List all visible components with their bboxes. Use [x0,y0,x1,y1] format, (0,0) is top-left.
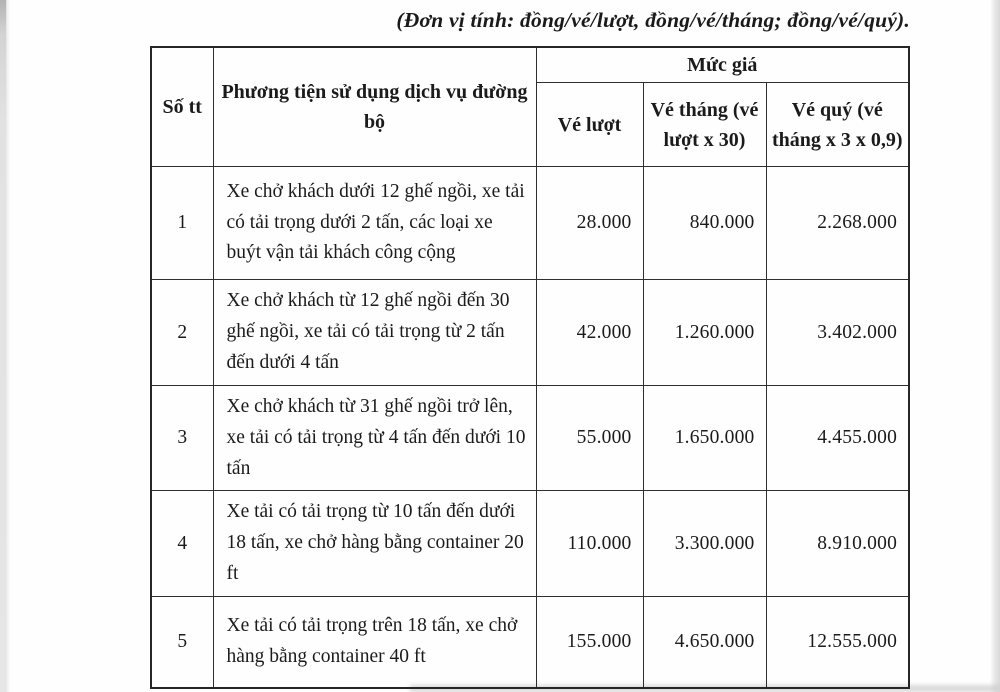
monthly-price: 1.650.000 [643,386,766,491]
quarterly-price: 2.268.000 [766,167,909,280]
monthly-price: 840.000 [643,167,766,280]
vehicle-description: Xe chở khách từ 12 ghế ngồi đến 30 ghế ngồi, xe tải có tải trọng từ 2 tấn đến dưới 4 tấn [213,280,536,386]
scan-edge-left [0,0,7,692]
monthly-price: 4.650.000 [643,596,766,688]
table-row [151,280,909,386]
monthly-price: 3.300.000 [643,491,766,596]
column-header-monthly: Vé tháng (vé lượt x 30) [643,83,766,167]
vehicle-description: Xe tải có tải trọng trên 18 tấn, xe chở hàng bằng container 40 ft [213,596,536,688]
column-header-vehicle: Phương tiện sử dụng dịch vụ đường bộ [213,47,536,167]
vehicle-description: Xe tải có tải trọng từ 10 tấn đến dưới 18 tấn, xe chở hàng bằng container 20 ft [213,491,536,596]
per-trip-price: 42.000 [536,280,643,386]
table-row [151,596,909,688]
per-trip-price: 28.000 [536,167,643,280]
per-trip-price: 55.000 [536,386,643,491]
column-header-stt: Số tt [151,47,213,167]
vehicle-description: Xe chở khách từ 31 ghế ngồi trở lên, xe tải có tải trọng từ 4 tấn đến dưới 10 tấn [213,386,536,491]
row-number: 3 [151,386,213,491]
toll-price-table [150,46,910,689]
quarterly-price: 3.402.000 [766,280,909,386]
row-number: 5 [151,596,213,688]
per-trip-price: 155.000 [536,596,643,688]
column-header-quarterly: Vé quý (vé tháng x 3 x 0,9) [766,83,909,167]
row-number: 1 [151,167,213,280]
vehicle-description: Xe chở khách dưới 12 ghế ngồi, xe tải có tải trọng dưới 2 tấn, các loại xe buýt vận tải khách công cộng [213,167,536,280]
per-trip-price: 110.000 [536,491,643,596]
table-row [151,491,909,596]
scan-edge-right [990,0,1000,692]
column-header-price-group: Mức giá [536,47,909,83]
unit-caption: (Đơn vị tính: đồng/vé/lượt, đồng/vé/tháng; đồng/vé/quý). [396,8,910,32]
table-row [151,386,909,491]
row-number: 2 [151,280,213,386]
monthly-price: 1.260.000 [643,280,766,386]
header-row-group [151,47,909,83]
quarterly-price: 4.455.000 [766,386,909,491]
quarterly-price: 12.555.000 [766,596,909,688]
table-row [151,167,909,280]
row-number: 4 [151,491,213,596]
column-header-per-trip: Vé lượt [536,83,643,167]
quarterly-price: 8.910.000 [766,491,909,596]
